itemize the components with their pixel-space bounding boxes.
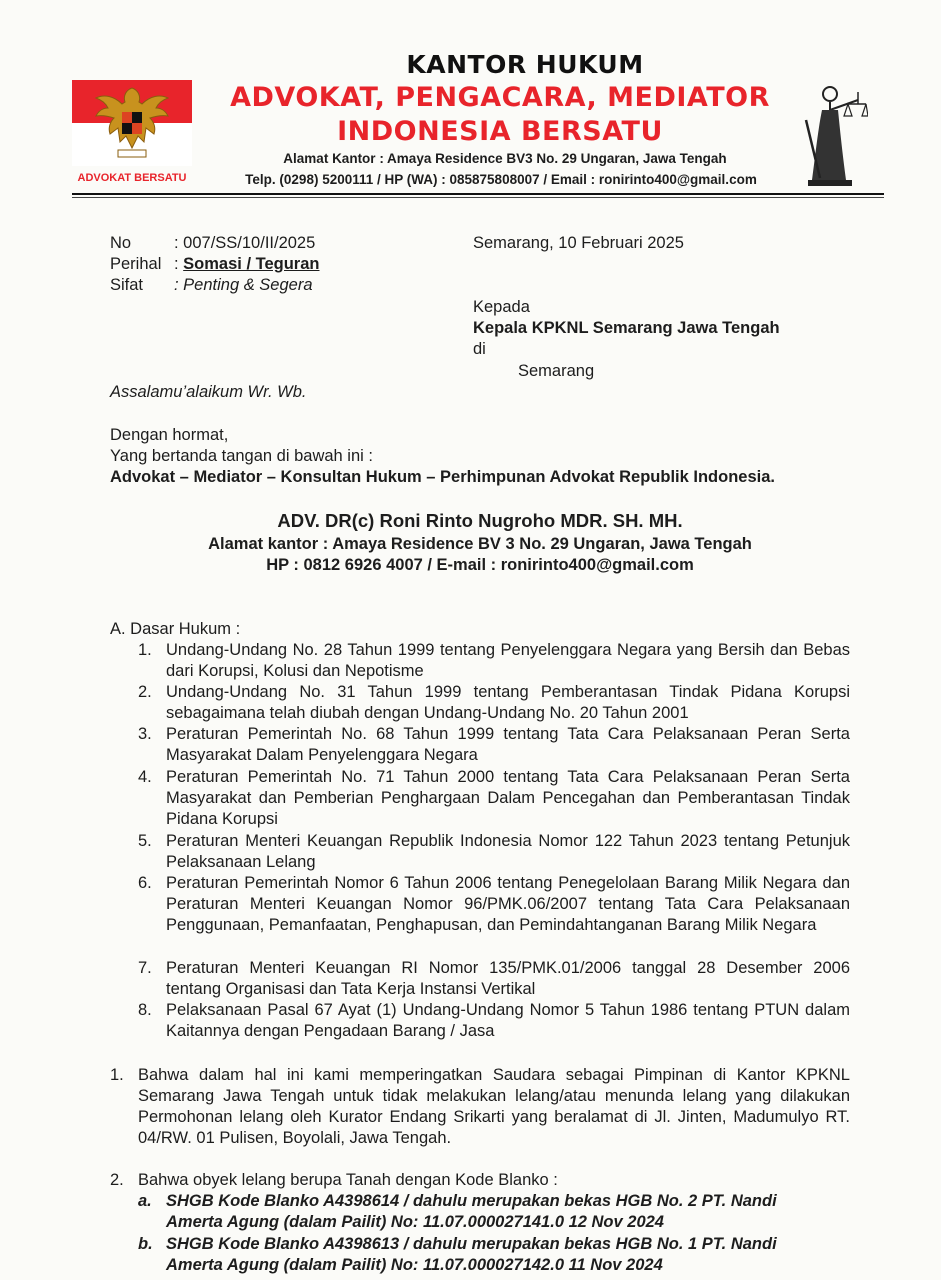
perihal-value: : Somasi / Teguran <box>174 255 320 273</box>
list-item: 8. Pelaksanaan Pasal 67 Ayat (1) Undang-Undang Nomor 5 Tahun 1986 tentang PTUN dalam Kaitannya dengan Pengadaan Barang / Jasa <box>138 1001 850 1040</box>
recipient-di: di <box>473 340 486 358</box>
intro-line3: Advokat – Mediator – Konsultan Hukum – Perhimpunan Advokat Republik Indonesia. <box>110 468 775 486</box>
list-item: 5. Peraturan Menteri Keuangan Republik Indonesia Nomor 122 Tahun 2023 tentang Petunjuk Pelaksanaan Lelang <box>138 832 850 871</box>
letterhead-subtitle: ADVOKAT, PENGACARA, MEDIATOR <box>230 82 770 113</box>
point-item: 2. Bahwa obyek lelang berupa Tanah dengan Kode Blanko : <box>110 1171 558 1189</box>
object-letter: b. <box>138 1235 153 1253</box>
greeting: Assalamu’alaikum Wr. Wb. <box>110 383 307 401</box>
perihal-label: Perihal <box>110 255 162 273</box>
recipient-name: Kepala KPKNL Semarang Jawa Tengah <box>473 319 780 337</box>
object-letter: a. <box>138 1192 152 1210</box>
no-value: : 007/SS/10/II/2025 <box>174 234 316 252</box>
sifat-label: Sifat <box>110 276 144 294</box>
object-line: Amerta Agung (dalam Pailit) No: 11.07.000027142.0 11 Nov 2024 <box>166 1256 663 1274</box>
list-item: 2. Undang-Undang No. 31 Tahun 1999 tentang Pemberantasan Tindak Pidana Korupsi sebagaimana telah diubah dengan Undang-Undang No. 20 Tahun 2001 <box>138 683 850 722</box>
letterhead-address: Alamat Kantor : Amaya Residence BV3 No. 29 Ungaran, Jawa Tengah <box>283 151 727 166</box>
garuda-emblem-icon <box>92 82 172 162</box>
list-item: 3. Peraturan Pemerintah No. 68 Tahun 1999 tentang Tata Cara Pelaksanaan Peran Serta Masyarakat Dalam Penyelenggara Negara <box>138 725 850 764</box>
sender-address: Alamat kantor : Amaya Residence BV 3 No. 29 Ungaran, Jawa Tengah <box>208 535 752 553</box>
header-rule <box>72 193 884 195</box>
letter-date: Semarang, 10 Februari 2025 <box>473 234 684 252</box>
sifat-value: : Penting & Segera <box>174 276 313 294</box>
letterhead-org: INDONESIA BERSATU <box>337 116 663 147</box>
object-line: Amerta Agung (dalam Pailit) No: 11.07.000027141.0 12 Nov 2024 <box>166 1213 664 1231</box>
intro-line1: Dengan hormat, <box>110 426 229 444</box>
object-line: SHGB Kode Blanko A4398614 / dahulu merupakan bekas HGB No. 2 PT. Nandi <box>166 1192 777 1210</box>
list-item: 1. Undang-Undang No. 28 Tahun 1999 tentang Penyelenggara Negara yang Bersih dan Bebas dari Korupsi, Kolusi dan Nepotisme <box>138 641 850 680</box>
recipient-kepada: Kepada <box>473 298 530 316</box>
sender-name: ADV. DR(c) Roni Rinto Nugroho MDR. SH. MH. <box>277 510 683 531</box>
letterhead-title: KANTOR HUKUM <box>406 50 644 79</box>
sender-contact: HP : 0812 6926 4007 / E-mail : ronirinto400@gmail.com <box>266 556 694 574</box>
header-rule-thin <box>72 197 884 198</box>
no-label: No <box>110 234 132 252</box>
point-item: 1. Bahwa dalam hal ini kami memperingatkan Saudara sebagai Pimpinan di Kantor KPKNL Semarang Jawa Tengah untuk tidak melakukan lelang/atau menunda lelang yang dilakukan Permohonan lelang oleh Kurator Endang Srikarti yang beralamat di Jl. Jinten, Madumulyo RT. 04/RW. 01 Pulisen, Boyolali, Jawa Tengah. <box>110 1066 850 1147</box>
list-item: 7. Peraturan Menteri Keuangan RI Nomor 135/PMK.01/2006 tanggal 28 Desember 2006 tentang Organisasi dan Tata Kerja Instansi Vertikal <box>138 959 850 998</box>
intro-line2: Yang bertanda tangan di bawah ini : <box>110 447 373 465</box>
list-item: 6. Peraturan Pemerintah Nomor 6 Tahun 2006 tentang Penegelolaan Barang Milik Negara dan Peraturan Menteri Keuangan Nomor 96/PMK.06/2007 tentang Tata Cara Pelaksanaan Penggunaan, Pemanfaatan, Penghapusan, dan Pemindahtanganan Barang Milik Negara <box>138 874 850 934</box>
dasar-hukum-heading: A. Dasar Hukum : <box>110 620 241 638</box>
list-item: 4. Peraturan Pemerintah No. 71 Tahun 2000 tentang Tata Cara Pelaksanaan Peran Serta Masyarakat dan Pemberian Penghargaan Dalam Pencegahan dan Pemberantasan Tindak Pidana Korupsi <box>138 768 850 828</box>
object-line: SHGB Kode Blanko A4398613 / dahulu merupakan bekas HGB No. 1 PT. Nandi <box>166 1235 777 1253</box>
letterhead-contact: Telp. (0298) 5200111 / HP (WA) : 085875808007 / Email : ronirinto400@gmail.com <box>245 172 757 187</box>
lady-justice-icon <box>796 80 868 190</box>
recipient-city: Semarang <box>518 362 595 380</box>
logo-caption: ADVOKAT BERSATU <box>77 172 187 184</box>
